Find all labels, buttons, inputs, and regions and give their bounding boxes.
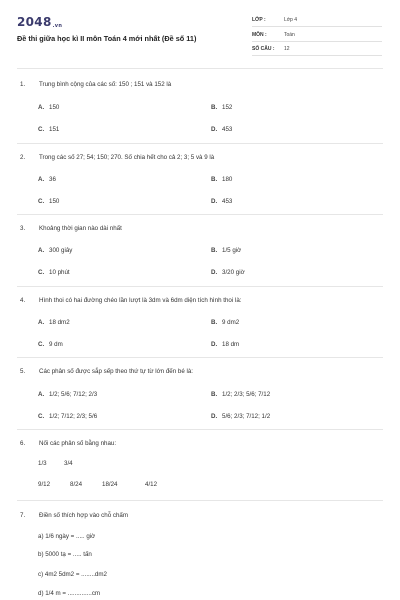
q4-option-c[interactable]: [38, 341, 63, 348]
divider: [17, 357, 383, 358]
q2-option-a[interactable]: [38, 176, 56, 183]
q2-option-c[interactable]: [38, 198, 59, 205]
meta-subject: [252, 28, 382, 42]
option-letter: B.: [211, 176, 218, 183]
question-2: [20, 154, 214, 161]
option-text: 9 dm: [49, 341, 63, 348]
divider: [17, 214, 383, 215]
fraction-item[interactable]: 8/24: [70, 481, 83, 488]
option-letter: B.: [211, 319, 218, 326]
option-letter: A.: [38, 247, 45, 254]
option-text: 36: [49, 176, 56, 183]
meta-question-count: [252, 42, 382, 56]
question-text: Điền số thích hợp vào chỗ chấm: [39, 512, 129, 519]
q1-option-d[interactable]: [211, 126, 232, 133]
question-text: Trong các số 27; 54; 150; 270. Số chia hết cho cả 2; 3; 5 và 9 là: [39, 154, 215, 161]
option-letter: B.: [211, 247, 218, 254]
option-text: 1/5 giờ: [222, 247, 242, 254]
meta-class: [252, 13, 382, 27]
option-letter: A.: [38, 319, 45, 326]
q4-option-d[interactable]: [211, 341, 239, 348]
q4-option-a[interactable]: [38, 319, 70, 326]
option-letter: D.: [211, 413, 218, 420]
logo-text: 2048: [17, 15, 52, 29]
logo-suffix: .vn: [52, 23, 63, 29]
option-letter: A.: [38, 391, 45, 398]
question-number: 4.: [20, 297, 26, 304]
option-letter: C.: [38, 413, 45, 420]
option-text: 1/2; 7/12; 2/3; 5/6: [49, 413, 98, 420]
fill-blank-item[interactable]: d) 1/4 m = ..............cm: [38, 590, 101, 597]
meta-value: 12: [284, 46, 290, 52]
option-text: 300 giây: [49, 247, 73, 254]
option-text: 180: [222, 176, 233, 183]
fill-blank-item[interactable]: a) 1/6 ngày = ..... giờ: [38, 533, 96, 540]
question-3: [20, 225, 122, 232]
question-4: [20, 297, 241, 304]
option-letter: D.: [211, 198, 218, 205]
option-text: 18 dm2: [49, 319, 70, 326]
q3-option-d[interactable]: [211, 269, 245, 276]
option-text: 10 phút: [49, 269, 70, 276]
q3-option-c[interactable]: [38, 269, 70, 276]
fraction-item[interactable]: 4/12: [145, 481, 158, 488]
option-text: 152: [222, 104, 233, 111]
option-text: 3/20 giờ: [222, 269, 245, 276]
option-text: 1/2; 2/3; 5/6; 7/12: [222, 391, 271, 398]
meta-key: MÔN :: [252, 32, 267, 38]
divider: [17, 429, 383, 430]
option-letter: B.: [211, 104, 218, 111]
q4-option-b[interactable]: [211, 319, 239, 326]
question-7: [20, 512, 128, 519]
option-letter: B.: [211, 391, 218, 398]
fraction-item[interactable]: 9/12: [38, 481, 51, 488]
q5-option-d[interactable]: [211, 413, 270, 420]
option-text: 150: [49, 104, 60, 111]
option-letter: D.: [211, 126, 218, 133]
fill-blank-item[interactable]: c) 4m2 5dm2 = ........dm2: [38, 571, 107, 578]
meta-value: Lớp 4: [284, 17, 298, 23]
question-number: 5.: [20, 368, 26, 375]
option-letter: C.: [38, 269, 45, 276]
option-text: 150: [49, 198, 60, 205]
question-text: Khoảng thời gian nào dài nhất: [39, 225, 122, 232]
divider: [17, 143, 383, 144]
site-logo[interactable]: [17, 15, 62, 29]
option-text: 5/6; 2/3; 7/12; 1/2: [222, 413, 271, 420]
option-text: 18 dm: [222, 341, 240, 348]
question-number: 6.: [20, 440, 26, 447]
q1-option-a[interactable]: [38, 104, 59, 111]
q1-option-b[interactable]: [211, 104, 232, 111]
meta-value: Toán: [284, 32, 295, 38]
question-text: Hình thoi có hai đường chéo lần lượt là 3dm và 6dm diện tích hình thoi là:: [39, 297, 242, 304]
question-number: 1.: [20, 81, 26, 88]
fraction-item[interactable]: 18/24: [102, 481, 118, 488]
q3-option-b[interactable]: [211, 247, 241, 254]
option-text: 151: [49, 126, 60, 133]
meta-key: SỐ CÂU :: [252, 46, 275, 52]
question-number: 7.: [20, 512, 26, 519]
meta-key: LỚP :: [252, 17, 266, 23]
fraction-item[interactable]: 3/4: [64, 460, 73, 467]
option-letter: A.: [38, 104, 45, 111]
fraction-item[interactable]: 1/3: [38, 460, 47, 467]
question-text: Nối các phân số bằng nhau:: [39, 440, 117, 447]
option-letter: C.: [38, 341, 45, 348]
question-text: Các phân số được sắp sếp theo thứ tự từ lớn đến bé là:: [39, 368, 194, 375]
option-text: 1/2; 5/6; 7/12; 2/3: [49, 391, 98, 398]
question-number: 3.: [20, 225, 26, 232]
option-letter: D.: [211, 269, 218, 276]
option-text: 9 dm2: [222, 319, 240, 326]
divider: [17, 286, 383, 287]
q2-option-b[interactable]: [211, 176, 232, 183]
question-text: Trung bình cộng của các số: 150 ; 151 và 152 là: [39, 81, 172, 88]
question-6: [20, 440, 116, 447]
q2-option-d[interactable]: [211, 198, 232, 205]
divider: [17, 68, 383, 69]
q3-option-a[interactable]: [38, 247, 72, 254]
q1-option-c[interactable]: [38, 126, 59, 133]
exam-title: Đề thi giữa học kì II môn Toán 4 mới nhất (Đề số 11): [17, 34, 197, 43]
option-text: 453: [222, 198, 233, 205]
question-5: [20, 368, 193, 375]
option-letter: A.: [38, 176, 45, 183]
question-number: 2.: [20, 154, 26, 161]
divider: [17, 500, 383, 501]
fill-blank-item[interactable]: b) 5000 tạ = ..... tấn: [38, 551, 92, 558]
option-text: 453: [222, 126, 233, 133]
q5-option-c[interactable]: [38, 413, 97, 420]
option-letter: C.: [38, 126, 45, 133]
option-letter: C.: [38, 198, 45, 205]
q5-option-b[interactable]: [211, 391, 270, 398]
q5-option-a[interactable]: [38, 391, 97, 398]
question-1: [20, 81, 171, 88]
option-letter: D.: [211, 341, 218, 348]
